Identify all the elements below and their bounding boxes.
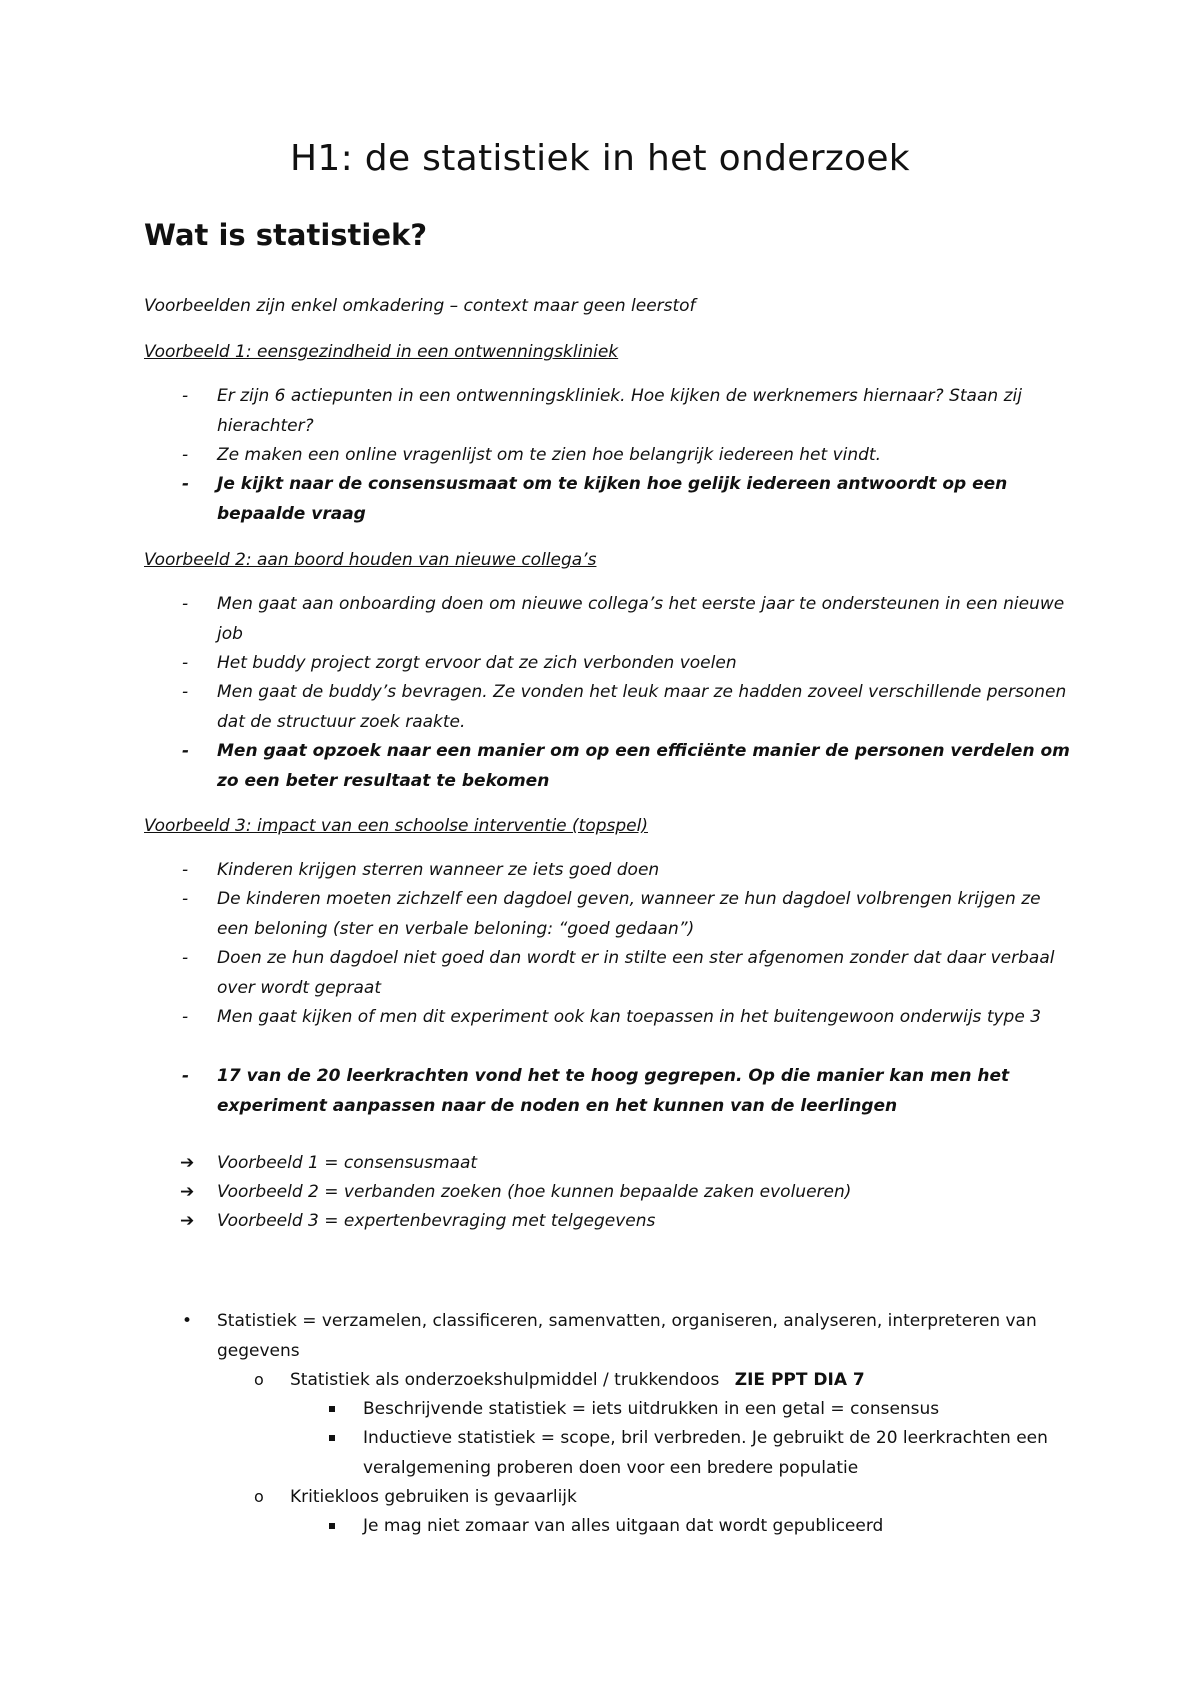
list-item-text: Men gaat de buddy’s bevragen. Ze vonden het leuk maar ze hadden zoveel verschillende personen dat de structuur zoek raakte. xyxy=(217,682,1067,732)
list-item xyxy=(144,884,1074,944)
dash-marker: - xyxy=(182,474,190,494)
dash-marker: - xyxy=(182,860,189,880)
list-item xyxy=(144,1002,1074,1032)
dash-marker: - xyxy=(182,1007,189,1027)
list-item-text: Men gaat aan onboarding doen om nieuwe collega’s het eerste jaar te ondersteunen in een nieuwe job xyxy=(217,594,1065,644)
sub-sub-bullet-item xyxy=(144,1423,1074,1483)
dash-marker: - xyxy=(182,653,189,673)
list-item xyxy=(144,589,1074,649)
circle-bullet-icon: o xyxy=(254,1487,264,1506)
square-bullet-icon xyxy=(329,1435,335,1441)
list-item xyxy=(144,736,1074,796)
list-item-text: Doen ze hun dagdoel niet goed dan wordt er in stilte een ster afgenomen zonder dat daar verbaal over wordt gepraat xyxy=(217,948,1055,998)
list-item xyxy=(144,943,1074,1003)
sub-bullet-item xyxy=(144,1365,1074,1395)
sub-sub-bullet-text: Je mag niet zomaar van alles uitgaan dat wordt gepubliceerd xyxy=(363,1516,884,1536)
list-item-text: Ze maken een online vragenlijst om te zien hoe belangrijk iedereen het vindt. xyxy=(217,445,882,465)
dash-marker: - xyxy=(182,682,189,702)
sub-bullet-text: Kritiekloos gebruiken is gevaarlijk xyxy=(290,1487,577,1507)
sub-bullet-item xyxy=(144,1482,1074,1512)
intro-text: Voorbeelden zijn enkel omkadering – context maar geen leerstof xyxy=(144,296,696,316)
bullet-text: Statistiek = verzamelen, classificeren, samenvatten, organiseren, analyseren, interpreteren van gegevens xyxy=(217,1311,1037,1361)
square-bullet-icon xyxy=(329,1406,335,1412)
sub-sub-bullet-text: Inductieve statistiek = scope, bril verbreden. Je gebruikt de 20 leerkrachten een veralgemening proberen doen voor een bredere populatie xyxy=(363,1428,1048,1478)
list-item xyxy=(144,440,1074,470)
bullet-icon: • xyxy=(182,1311,193,1331)
dash-marker: - xyxy=(182,594,189,614)
arrow-icon: ➔ xyxy=(180,1211,195,1231)
summary-item xyxy=(144,1177,1074,1207)
square-bullet-icon xyxy=(329,1523,335,1529)
dash-marker: - xyxy=(182,948,189,968)
arrow-icon: ➔ xyxy=(180,1182,195,1202)
summary-text: Voorbeeld 1 = consensusmaat xyxy=(217,1153,478,1173)
list-item xyxy=(144,1061,1074,1121)
dash-marker: - xyxy=(182,386,189,406)
list-item-text: Men gaat opzoek naar een manier om op een efficiënte manier de personen verdelen om zo een beter resultaat te bekomen xyxy=(217,741,1070,791)
summary-text: Voorbeeld 2 = verbanden zoeken (hoe kunnen bepaalde zaken evolueren) xyxy=(217,1182,852,1202)
list-item-text: Er zijn 6 actiepunten in een ontwenningskliniek. Hoe kijken de werknemers hiernaar? Staan zij hierachter? xyxy=(217,386,1022,436)
list-item-text: 17 van de 20 leerkrachten vond het te hoog gegrepen. Op die manier kan men het experiment aanpassen naar de noden en het kunnen van de leerlingen xyxy=(217,1066,1010,1116)
sub-sub-bullet-item xyxy=(144,1394,1074,1424)
summary-text: Voorbeeld 3 = expertenbevraging met telgegevens xyxy=(217,1211,656,1231)
ppt-reference: ZIE PPT DIA 7 xyxy=(734,1370,865,1390)
list-item-text: Kinderen krijgen sterren wanneer ze iets goed doen xyxy=(217,860,660,880)
summary-item xyxy=(144,1148,1074,1178)
sub-sub-bullet-text: Beschrijvende statistiek = iets uitdrukken in een getal = consensus xyxy=(363,1399,940,1419)
list-item xyxy=(144,469,1074,529)
circle-bullet-icon: o xyxy=(254,1370,264,1389)
example1-heading: Voorbeeld 1: eensgezindheid in een ontwenningskliniek xyxy=(144,342,619,362)
dash-marker: - xyxy=(182,445,189,465)
sub-bullet-text: Statistiek als onderzoekshulpmiddel / trukkendoos xyxy=(290,1370,720,1390)
example3-heading: Voorbeeld 3: impact van een schoolse interventie (topspel) xyxy=(144,816,648,836)
bullet-item xyxy=(144,1306,1074,1366)
list-item-text: Je kijkt naar de consensusmaat om te kijken hoe gelijk iedereen antwoordt op een bepaalde vraag xyxy=(217,474,1008,524)
list-item-text: De kinderen moeten zichzelf een dagdoel geven, wanneer ze hun dagdoel volbrengen krijgen ze een beloning (ster en verbale beloning: “goed gedaan”) xyxy=(217,889,1041,939)
summary-item xyxy=(144,1206,1074,1236)
example2-heading: Voorbeeld 2: aan boord houden van nieuwe collega’s xyxy=(144,550,597,570)
dash-marker: - xyxy=(182,889,189,909)
list-item xyxy=(144,677,1074,737)
list-item-text: Het buddy project zorgt ervoor dat ze zich verbonden voelen xyxy=(217,653,737,673)
sub-sub-bullet-item xyxy=(144,1511,1074,1541)
arrow-icon: ➔ xyxy=(180,1153,195,1173)
dash-marker: - xyxy=(182,1066,190,1086)
list-item xyxy=(144,855,1074,885)
list-item-text: Men gaat kijken of men dit experiment ook kan toepassen in het buitengewoon onderwijs type 3 xyxy=(217,1007,1042,1027)
dash-marker: - xyxy=(182,741,190,761)
page-title: H1: de statistiek in het onderzoek xyxy=(290,138,910,179)
section-heading: Wat is statistiek? xyxy=(144,218,428,252)
list-item xyxy=(144,648,1074,678)
list-item xyxy=(144,381,1074,441)
